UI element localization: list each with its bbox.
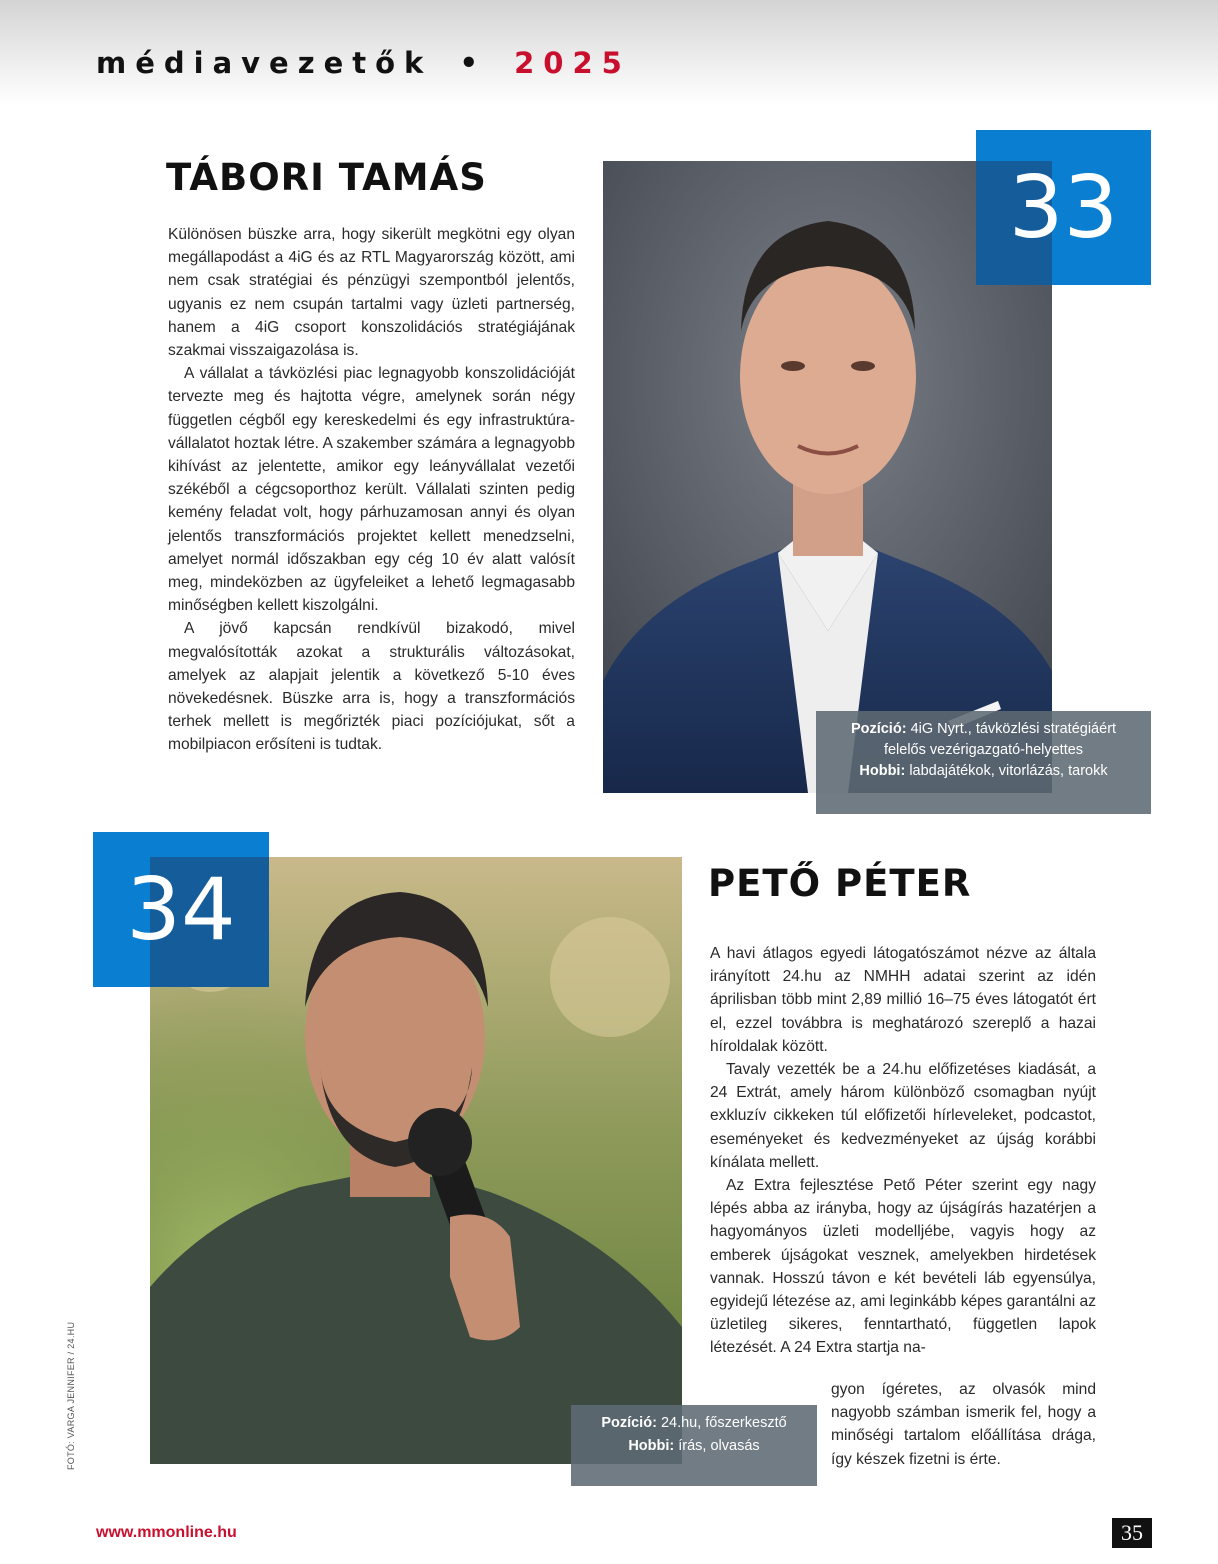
- profile1-rank-number: 33: [1008, 157, 1119, 258]
- page-number: 35: [1112, 1518, 1152, 1548]
- photo-credit: FOTÓ: VARGA JENNIFER / 24.HU: [66, 1321, 76, 1470]
- profile2-body-tail: [831, 1378, 1096, 1471]
- section-title: [96, 46, 631, 80]
- hobby-value: labdajátékok, vitorlázás, tarokk: [909, 763, 1108, 779]
- profile1-paragraph: A vállalat a távközlési piac legnagyobb konszolidációját tervezte meg és hajtotta végre, amelynek során négy független cégből egy kereskedelmi és egy infrastruktúra-vállalatot hoztak létre. A szakember számára a legnagyobb kihívást az jelentette, amikor egy leányvállalat vezetői székéből a cégcsoporthoz került. Vállalati szinten pedig kemény feladat volt, hogy párhuzamosan annyi és olyan jelentős transzformációs projektet kellett menedzselni, amelyet normál időszakban egy cég 10 év alatt valósít meg, mindeközben az ügyfeleiket a lehető legmagasabb minőségben kellett kiszolgálni.: [168, 365, 575, 615]
- profile2-name: PETŐ PÉTER: [708, 862, 972, 905]
- footer-url[interactable]: www.mmonline.hu: [96, 1524, 237, 1541]
- profile1-paragraph: A jövő kapcsán rendkívül bizakodó, mivel megvalósították azokat a strukturális változásokat, amelyek az alapjait jelentik a következő 5-10 éves növekedésnek. Büszke arra is, hogy a transzformációs terhek mellett is megőrizték piaci pozíciójukat, sőt a mobilpiacon erősíteni is tudtak.: [168, 620, 575, 754]
- profile2-caption: [571, 1405, 817, 1486]
- hobby-label: Hobbi:: [859, 763, 906, 779]
- section-year: 2025: [514, 46, 631, 80]
- profile1-hobby-line: [816, 761, 1151, 782]
- hobby-value: írás, olvasás: [678, 1438, 760, 1454]
- hobby-label: Hobbi:: [628, 1438, 675, 1454]
- position-value: 4iG Nyrt., távközlési stratégiáért: [910, 721, 1117, 737]
- profile1-body: [168, 223, 575, 757]
- position-value-2: felelős vezérigazgató-helyettes: [883, 742, 1084, 758]
- profile1-position-line: [816, 719, 1151, 740]
- profile1-paragraph: Különösen büszke arra, hogy sikerült megkötni egy olyan megállapodást a 4iG és az RTL Magyarország között, ami nem csak stratégiai és pénzügyi szempontból jelentős, ugyanis ez nem csupán tartalmi vagy üzleti partnerség, hanem a 4iG csoport konszolidációs stratégiájának szakmai visszaigazolása is.: [168, 226, 575, 360]
- section-name: médiavezetők: [96, 46, 433, 80]
- profile2-position-line: [571, 1413, 817, 1434]
- position-value: 24.hu, főszerkesztő: [660, 1415, 787, 1431]
- position-label: Pozíció:: [850, 721, 907, 737]
- profile2-paragraph-tail: gyon ígéretes, az olvasók mind nagyobb számban ismerik fel, hogy a minőségi tartalom előállítása drága, így készek fizetni is érte.: [831, 1381, 1096, 1468]
- profile1-caption: [816, 711, 1151, 814]
- profile1-name: TÁBORI TAMÁS: [166, 156, 487, 199]
- profile2-hobby-line: [571, 1436, 817, 1457]
- profile2-rank-number: 34: [126, 859, 236, 960]
- profile2-paragraph: Az Extra fejlesztése Pető Péter szerint egy nagy lépés abba az irányba, hogy az újságírás hazatérjen a hagyományos üzleti modelljébe, vagyis hogy az emberek újságokat vesznek, amelyekben hirdetések vannak. Hosszú távon e két bevételi láb egyensúlya, egyidejű létezése az, ami leginkább képes garantálni az üzletileg sikeres, fenntartható, független lapok létezését. A 24 Extra startja na-: [710, 1177, 1096, 1357]
- profile2-paragraph: A havi átlagos egyedi látogatószámot nézve az általa irányított 24.hu az NMHH adatai szerint az idén áprilisban több mint 2,89 millió 16–75 éves látogatót ért el, ezzel továbbra is meghatározó szereplő a hazai híroldalak között.: [710, 945, 1096, 1055]
- profile2-paragraph: Tavaly vezették be a 24.hu előfizetéses kiadását, a 24 Extrát, amely három különböző csomagban nyújt exkluzív cikkeken túl előfizetői hírleveleket, podcastot, eseményeket és kedvezményeket az újság korábbi kínálata mellett.: [710, 1061, 1096, 1171]
- section-separator: •: [459, 46, 488, 80]
- position-label: Pozíció:: [601, 1415, 657, 1431]
- profile2-body: [710, 942, 1096, 1360]
